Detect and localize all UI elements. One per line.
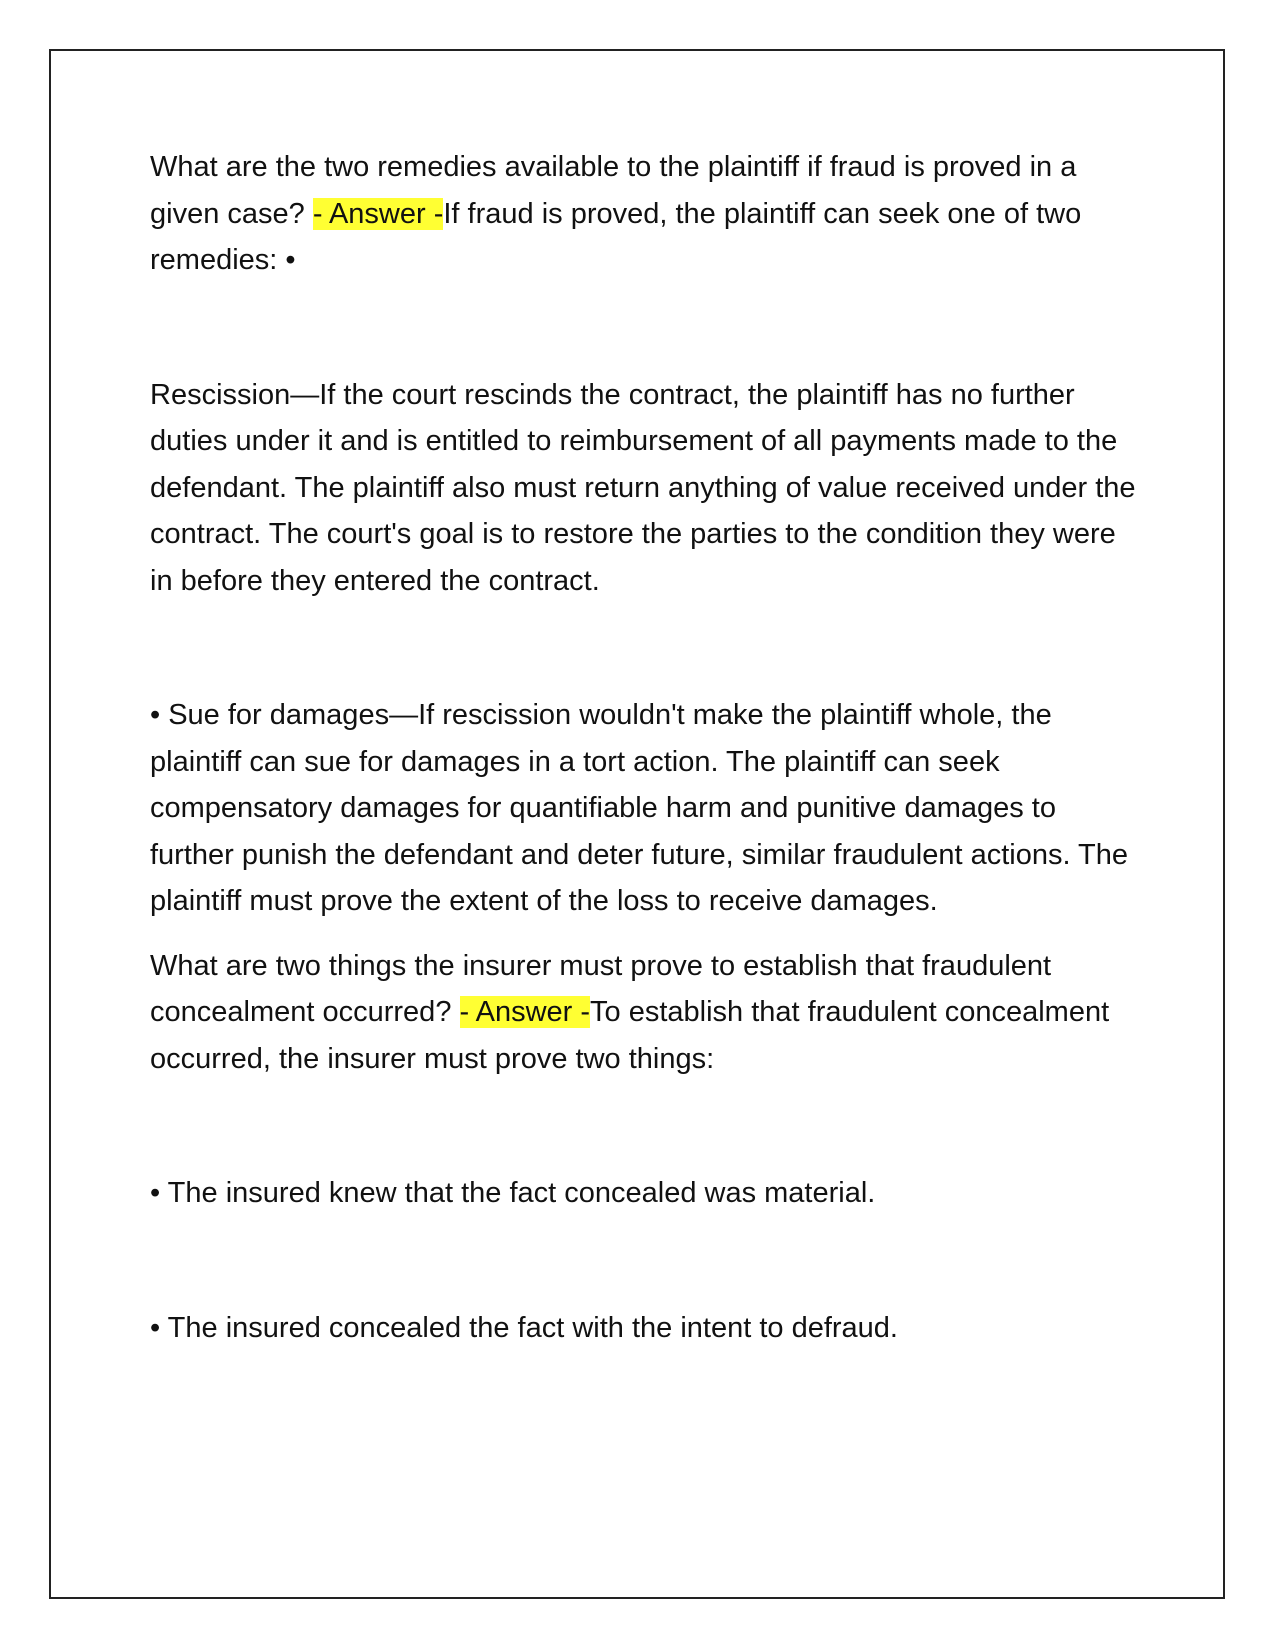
answer-1-text: If fraud is proved, the plaintiff can seek one of two remedies: • <box>150 197 1082 276</box>
answer-label-2: - Answer - <box>459 996 591 1028</box>
damages-paragraph: • Sue for damages—If rescission wouldn't make the plaintiff whole, the plaintiff can sue for damages in a tort action. The plaintiff can seek compensatory damages for quantifiable harm and punitive damages to further punish the defendant and deter future, similar fraudulent actions. The plaintiff must prove the extent of the loss to receive damages. <box>150 699 1129 917</box>
bullet-intent-defraud: • The insured concealed the fact with the intent to defraud. <box>150 1311 898 1344</box>
rescission-paragraph: Rescission—If the court rescinds the contract, the plaintiff has no further duties under it and is entitled to reimbursement of all payments made to the defendant. The plaintiff also must return anything of value received under the contract. The court's goal is to restore the parties to the condition they were in before they entered the contract. <box>150 378 1136 597</box>
question-1-text: What are the two remedies available to the plaintiff if fraud is proved in a given case? <box>150 151 1077 230</box>
document-body <box>150 144 1140 1351</box>
question-1-paragraph <box>150 144 1140 284</box>
bullet-knew-material: • The insured knew that the fact concealed was material. <box>150 1177 876 1209</box>
question-2-text: What are two things the insurer must prove to establish that fraudulent concealment occurred? <box>150 949 1052 1028</box>
question-2-paragraph <box>150 943 1140 1083</box>
answer-label-1: - Answer - <box>312 197 444 230</box>
answer-2-text: To establish that fraudulent concealment occurred, the insurer must prove two things: <box>150 996 1110 1075</box>
